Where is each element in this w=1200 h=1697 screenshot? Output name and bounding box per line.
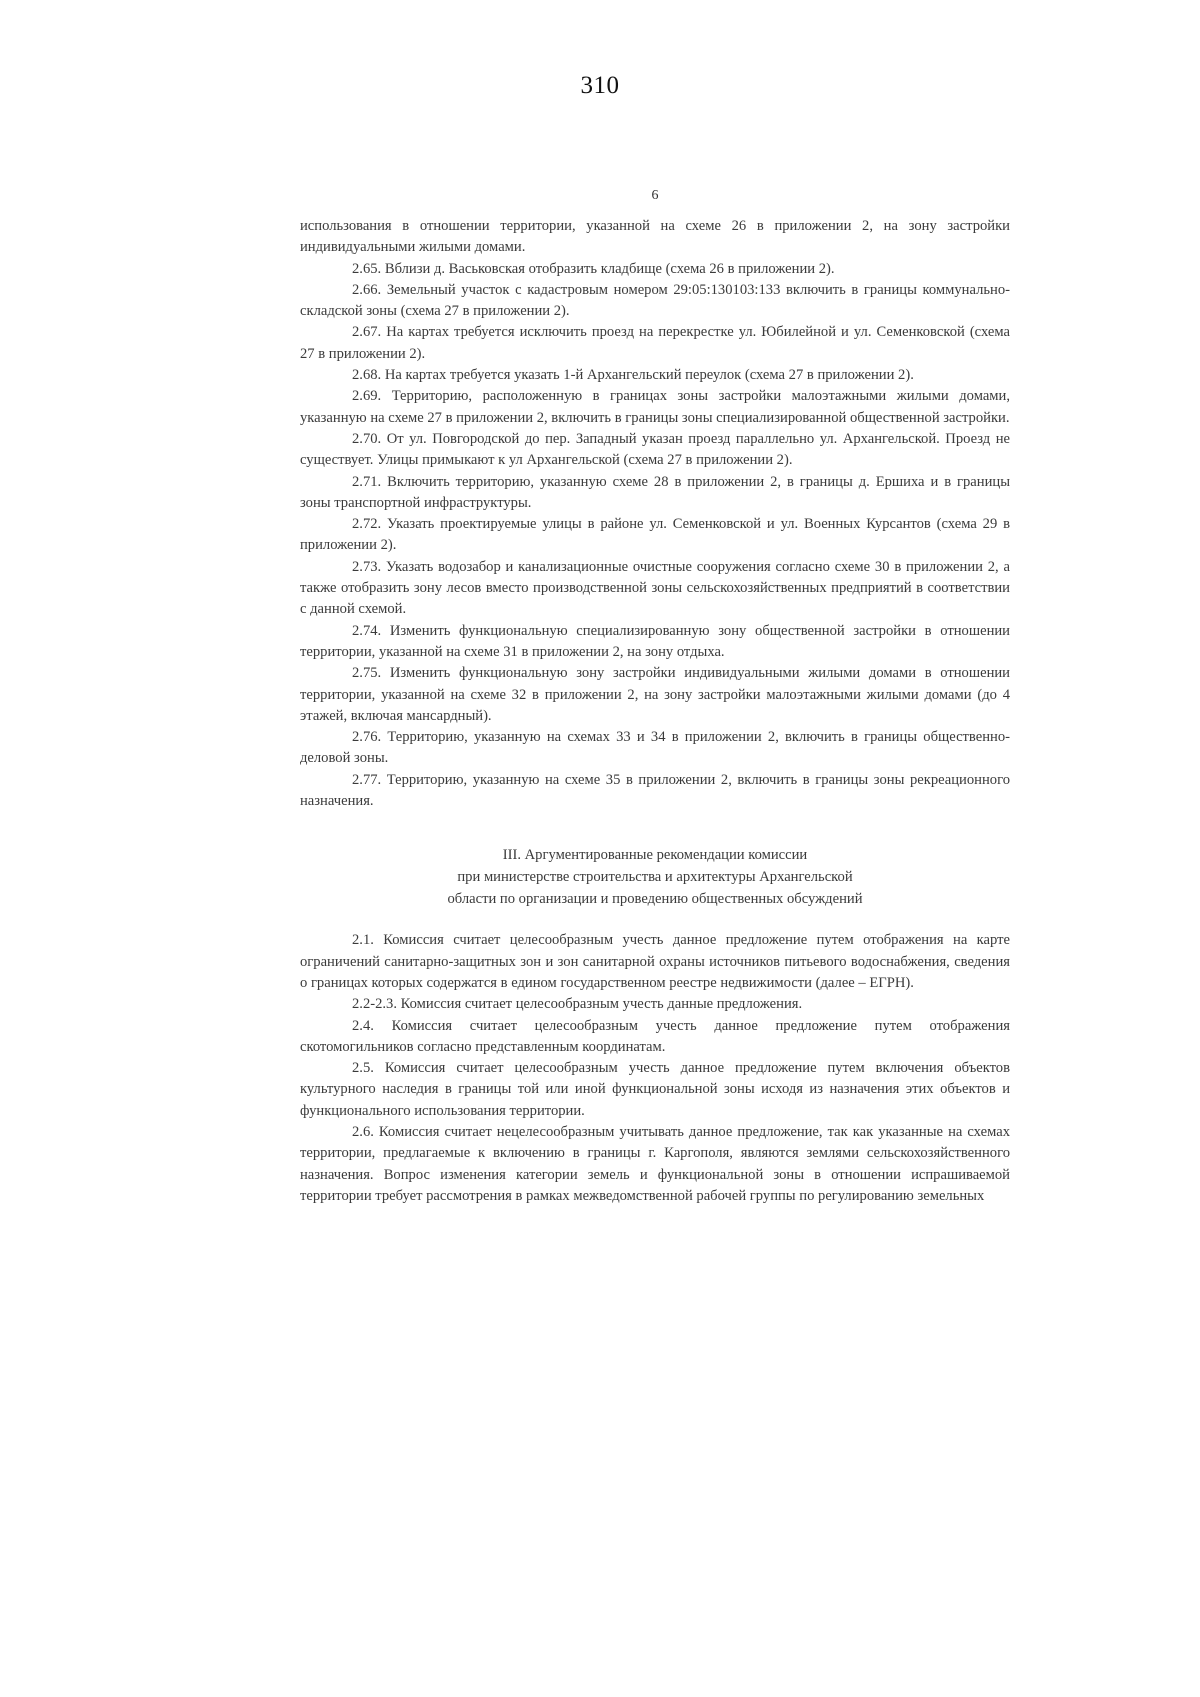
recommendation-2-6: 2.6. Комиссия считает нецелесообразным учитывать данное предложение, так как указанные на схемах территории, предлагаемые к включению в границы г. Каргополя, являются землями сельскохозяйственного назначения. Вопрос изменения категории земель и функциональной зоны в отношении испрашиваемой территории требует рассмотрения в рамках межведомственной рабочей группы по регулированию земельных [300,1123,1010,1204]
recommendations-list [300,216,1010,812]
outer-page-number: 310 [580,72,620,99]
section-heading-line-1: III. Аргументированные рекомендации комиссии [502,847,808,864]
paragraph-2-70: 2.70. От ул. Повгородской до пер. Западный указан проезд параллельно ул. Архангельской. Проезд не существует. Улицы примыкают к ул Архангельской (схема 27 в приложении 2). [300,430,1010,469]
paragraph-2-66: 2.66. Земельный участок с кадастровым номером 29:05:130103:133 включить в границы коммунально-складской зоны (схема 27 в приложении 2). [300,281,1010,320]
section-heading-line-3: области по организации и проведению общественных обсуждений [447,891,863,908]
paragraph-2-77: 2.77. Территорию, указанную на схеме 35 в приложении 2, включить в границы зоны рекреационного назначения. [300,771,1010,810]
recommendation-2-5: 2.5. Комиссия считает целесообразным учесть данное предложение путем включения объектов культурного наследия в границы той или иной функциональной зоны исходя из назначения этих объектов и функционального использования территории. [300,1060,1010,1119]
paragraph-2-71: 2.71. Включить территорию, указанную схеме 28 в приложении 2, в границы д. Ершиха и в границы зоны транспортной инфраструктуры. [300,473,1010,511]
paragraph-2-68: 2.68. На картах требуется указать 1-й Архангельский переулок (схема 27 в приложении 2). [352,367,914,384]
paragraph-continuation: использования в отношении территории, указанной на схеме 26 в приложении 2, на зону застройки индивидуальными жилыми домами. [300,218,1010,256]
recommendation-2-4: 2.4. Комиссия считает целесообразным учесть данное предложение путем отображения скотомогильников согласно представленным координатам. [300,1017,1010,1055]
paragraph-2-76: 2.76. Территорию, указанную на схемах 33 и 34 в приложении 2, включить в границы общественно-деловой зоны. [300,729,1010,767]
document-body [300,188,1010,1207]
section-heading-line-2: при министерстве строительства и архитектуры Архангельской [457,869,853,886]
section-heading [300,844,1010,910]
recommendation-2-1: 2.1. Комиссия считает целесообразным учесть данное предложение путем отображения на карте ограничений санитарно-защитных зон и зон санитарной охраны источников питьевого водоснабжения, сведения о границах которых содержатся в едином государственном реестре недвижимости (далее – ЕГРН). [300,932,1010,991]
paragraph-2-74: 2.74. Изменить функциональную специализированную зону общественной застройки в отношении территории, указанной на схеме 31 в приложении 2, на зону отдыха. [300,622,1010,660]
paragraph-2-69: 2.69. Территорию, расположенную в границах зоны застройки малоэтажными жилыми домами, указанную на схеме 27 в приложении 2, включить в границы зоны специализированной общественной застройки. [300,388,1010,426]
paragraph-2-65: 2.65. Вблизи д. Васьковская отобразить кладбище (схема 26 в приложении 2). [352,260,835,277]
paragraph-2-73: 2.73. Указать водозабор и канализационные очистные сооружения согласно схеме 30 в приложении 2, а также отобразить зону лесов вместо производственной зоны сельскохозяйственных предприятий в соответствии с данной схемой. [300,558,1010,618]
commission-recommendations [300,930,1010,1207]
paragraph-2-72: 2.72. Указать проектируемые улицы в районе ул. Семенковской и ул. Военных Курсантов (схема 29 в приложении 2). [300,516,1010,554]
recommendation-2-2-2-3: 2.2-2.3. Комиссия считает целесообразным учесть данные предложения. [352,996,803,1013]
inner-page-number: 6 [651,188,659,203]
paragraph-2-67: 2.67. На картах требуется исключить проезд на перекрестке ул. Юбилейной и ул. Семенковской (схема 27 в приложении 2). [300,324,1010,362]
paragraph-2-75: 2.75. Изменить функциональную зону застройки индивидуальными жилыми домами в отношении территории, указанной на схеме 32 в приложении 2, на зону застройки малоэтажными жилыми домами (до 4 этажей, включая мансардный). [300,665,1010,724]
